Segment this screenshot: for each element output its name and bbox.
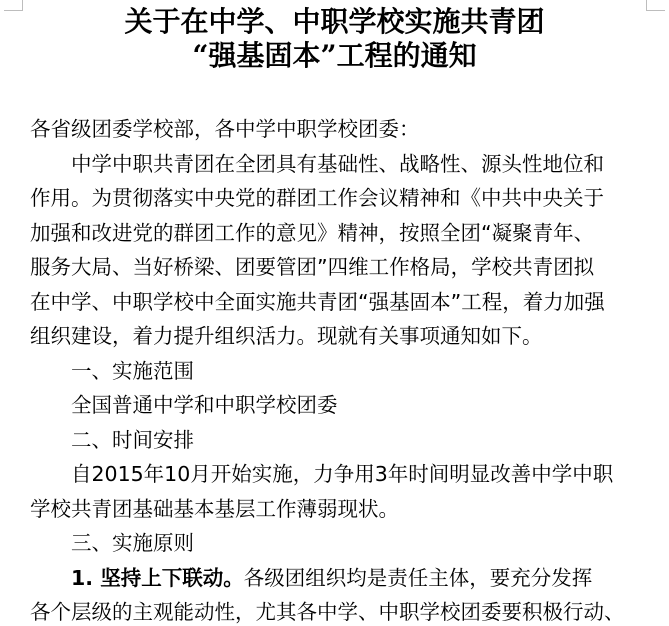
section-heading-scope: 一、实施范围 bbox=[71, 358, 194, 383]
document-title-line-2: “强基固本”工程的通知 bbox=[192, 39, 477, 72]
principle-1-heading: 1. 坚持上下联动。 bbox=[71, 565, 244, 590]
principle-1-text: 各级团组织均是责任主体，要充分发挥 bbox=[243, 565, 593, 590]
body-line: 自2015年10月开始实施，力争用3年时间明显改善中学中职 bbox=[71, 462, 614, 486]
section-heading-schedule: 二、时间安排 bbox=[71, 427, 194, 452]
body-line: 加强和改进党的群团工作的意见》精神，按照全团“凝聚青年、 bbox=[30, 220, 595, 245]
body-line: 作用。为贯彻落实中央党的群团工作会议精神和《中共中央关于 bbox=[30, 186, 604, 210]
body-line: 组织建设，着力提升组织活力。现就有关事项通知如下。 bbox=[30, 324, 543, 348]
section-heading-principles: 三、实施原则 bbox=[71, 531, 194, 555]
salutation-line: 各省级团委学校部，各中学中职学校团委： bbox=[30, 117, 420, 141]
body-line: 中学中职共青团在全团具有基础性、战略性、源头性地位和 bbox=[71, 151, 604, 176]
document-body bbox=[30, 112, 650, 626]
body-line: 学校共青团基础基本基层工作薄弱现状。 bbox=[30, 496, 399, 521]
body-line: 全国普通中学和中职学校团委 bbox=[71, 393, 338, 417]
body-line: 各个层级的主观能动性，尤其各中学、中职学校团委要积极行动、 bbox=[30, 600, 625, 624]
document-title-line-1: 关于在中学、中职学校实施共青团 bbox=[124, 5, 545, 38]
principle-1-line bbox=[30, 561, 650, 596]
body-line: 在中学、中职学校中全面实施共青团“强基固本”工程，着力加强 bbox=[30, 289, 605, 314]
body-line: 服务大局、当好桥梁、团要管团”四维工作格局，学校共青团拟 bbox=[30, 255, 595, 279]
